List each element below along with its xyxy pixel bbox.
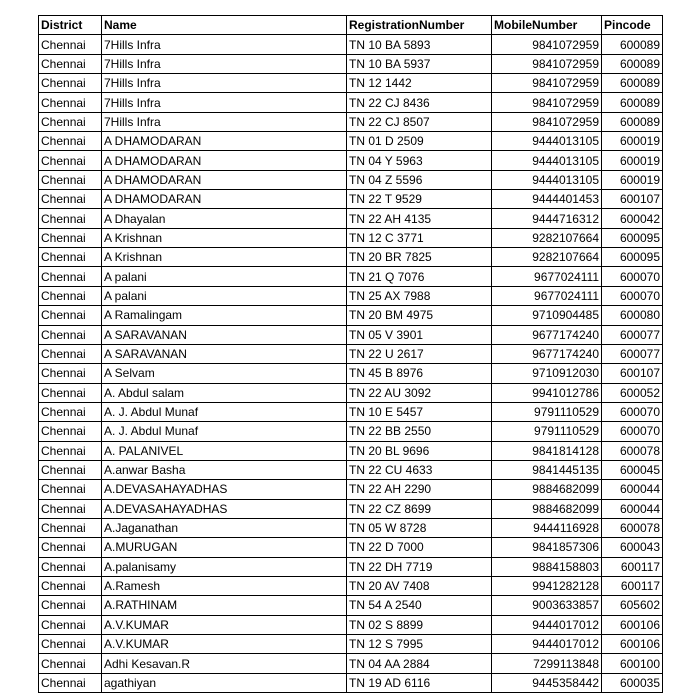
table-row bbox=[39, 151, 663, 170]
table-row bbox=[39, 306, 663, 325]
pincode-cell: 600089 bbox=[602, 93, 663, 112]
name-cell: 7Hills Infra bbox=[102, 93, 347, 112]
district-cell: Chennai bbox=[39, 74, 102, 93]
district-cell: Chennai bbox=[39, 286, 102, 305]
mobile-number-cell: 9884158803 bbox=[492, 557, 602, 576]
mobile-number-cell: 9841072959 bbox=[492, 93, 602, 112]
pincode-cell: 600019 bbox=[602, 132, 663, 151]
pincode-cell: 600095 bbox=[602, 248, 663, 267]
mobile-number-cell: 9444013105 bbox=[492, 170, 602, 189]
table-row bbox=[39, 190, 663, 209]
name-cell: A.V.KUMAR bbox=[102, 615, 347, 634]
district-cell: Chennai bbox=[39, 35, 102, 54]
table-row bbox=[39, 325, 663, 344]
district-cell: Chennai bbox=[39, 344, 102, 363]
district-cell: Chennai bbox=[39, 112, 102, 131]
registration-number-cell: TN 20 AV 7408 bbox=[347, 576, 492, 595]
mobile-number-cell: 9841445135 bbox=[492, 460, 602, 479]
table-row bbox=[39, 112, 663, 131]
pincode-cell: 600035 bbox=[602, 673, 663, 692]
pincode-cell: 600106 bbox=[602, 635, 663, 654]
name-cell: A.Jaganathan bbox=[102, 518, 347, 537]
registration-number-cell: TN 05 W 8728 bbox=[347, 518, 492, 537]
pincode-cell: 605602 bbox=[602, 596, 663, 615]
mobile-number-cell: 9444401453 bbox=[492, 190, 602, 209]
mobile-number-cell: 9791110529 bbox=[492, 422, 602, 441]
mobile-number-cell: 9841072959 bbox=[492, 35, 602, 54]
pincode-cell: 600117 bbox=[602, 576, 663, 595]
district-cell: Chennai bbox=[39, 267, 102, 286]
mobile-number-cell: 9444716312 bbox=[492, 209, 602, 228]
mobile-number-cell: 7299113848 bbox=[492, 654, 602, 673]
mobile-number-cell: 9884682099 bbox=[492, 480, 602, 499]
table-row bbox=[39, 170, 663, 189]
pincode-cell: 600089 bbox=[602, 74, 663, 93]
pincode-cell: 600019 bbox=[602, 170, 663, 189]
table-row bbox=[39, 267, 663, 286]
district-cell: Chennai bbox=[39, 654, 102, 673]
table-row bbox=[39, 615, 663, 634]
table-row bbox=[39, 460, 663, 479]
pincode-cell: 600117 bbox=[602, 557, 663, 576]
pincode-cell: 600077 bbox=[602, 344, 663, 363]
header-district: District bbox=[39, 16, 102, 35]
name-cell: A.MURUGAN bbox=[102, 538, 347, 557]
name-cell: A. J. Abdul Munaf bbox=[102, 422, 347, 441]
registration-number-cell: TN 22 T 9529 bbox=[347, 190, 492, 209]
district-cell: Chennai bbox=[39, 248, 102, 267]
pincode-cell: 600089 bbox=[602, 35, 663, 54]
registration-number-cell: TN 10 BA 5893 bbox=[347, 35, 492, 54]
pincode-cell: 600070 bbox=[602, 267, 663, 286]
mobile-number-cell: 9445358442 bbox=[492, 673, 602, 692]
district-cell: Chennai bbox=[39, 422, 102, 441]
name-cell: A DHAMODARAN bbox=[102, 190, 347, 209]
mobile-number-cell: 9710912030 bbox=[492, 364, 602, 383]
mobile-number-cell: 9677024111 bbox=[492, 267, 602, 286]
name-cell: A. PALANIVEL bbox=[102, 441, 347, 460]
registration-number-cell: TN 19 AD 6116 bbox=[347, 673, 492, 692]
name-cell: 7Hills Infra bbox=[102, 74, 347, 93]
district-cell: Chennai bbox=[39, 364, 102, 383]
registration-number-cell: TN 22 AU 3092 bbox=[347, 383, 492, 402]
table-row bbox=[39, 538, 663, 557]
mobile-number-cell: 9941012786 bbox=[492, 383, 602, 402]
table-row bbox=[39, 74, 663, 93]
name-cell: A DHAMODARAN bbox=[102, 170, 347, 189]
name-cell: Adhi Kesavan.R bbox=[102, 654, 347, 673]
pincode-cell: 600052 bbox=[602, 383, 663, 402]
mobile-number-cell: 9444013105 bbox=[492, 132, 602, 151]
name-cell: A palani bbox=[102, 286, 347, 305]
registration-number-cell: TN 22 AH 2290 bbox=[347, 480, 492, 499]
name-cell: A.palanisamy bbox=[102, 557, 347, 576]
registration-number-cell: TN 54 A 2540 bbox=[347, 596, 492, 615]
pincode-cell: 600070 bbox=[602, 286, 663, 305]
name-cell: A palani bbox=[102, 267, 347, 286]
table-row bbox=[39, 132, 663, 151]
district-cell: Chennai bbox=[39, 480, 102, 499]
pincode-cell: 600042 bbox=[602, 209, 663, 228]
table-row bbox=[39, 209, 663, 228]
registration-number-cell: TN 04 Z 5596 bbox=[347, 170, 492, 189]
table-row bbox=[39, 441, 663, 460]
name-cell: A Ramalingam bbox=[102, 306, 347, 325]
mobile-number-cell: 9677024111 bbox=[492, 286, 602, 305]
district-cell: Chennai bbox=[39, 538, 102, 557]
district-cell: Chennai bbox=[39, 615, 102, 634]
name-cell: 7Hills Infra bbox=[102, 112, 347, 131]
district-cell: Chennai bbox=[39, 460, 102, 479]
pincode-cell: 600077 bbox=[602, 325, 663, 344]
header-row bbox=[39, 16, 663, 35]
district-cell: Chennai bbox=[39, 306, 102, 325]
table-row bbox=[39, 248, 663, 267]
table-row bbox=[39, 518, 663, 537]
registration-number-cell: TN 12 1442 bbox=[347, 74, 492, 93]
mobile-number-cell: 9884682099 bbox=[492, 499, 602, 518]
pincode-cell: 600089 bbox=[602, 112, 663, 131]
registration-number-cell: TN 12 S 7995 bbox=[347, 635, 492, 654]
name-cell: A.DEVASAHAYADHAS bbox=[102, 499, 347, 518]
pincode-cell: 600045 bbox=[602, 460, 663, 479]
mobile-number-cell: 9710904485 bbox=[492, 306, 602, 325]
name-cell: A SARAVANAN bbox=[102, 325, 347, 344]
pincode-cell: 600044 bbox=[602, 499, 663, 518]
pincode-cell: 600089 bbox=[602, 54, 663, 73]
pincode-cell: 600043 bbox=[602, 538, 663, 557]
registration-number-cell: TN 22 CZ 8699 bbox=[347, 499, 492, 518]
mobile-number-cell: 9941282128 bbox=[492, 576, 602, 595]
pincode-cell: 600078 bbox=[602, 441, 663, 460]
registration-number-cell: TN 10 BA 5937 bbox=[347, 54, 492, 73]
pincode-cell: 600106 bbox=[602, 615, 663, 634]
name-cell: agathiyan bbox=[102, 673, 347, 692]
registration-number-cell: TN 22 CU 4633 bbox=[347, 460, 492, 479]
table-row bbox=[39, 383, 663, 402]
table-body bbox=[39, 35, 663, 693]
table-row bbox=[39, 557, 663, 576]
district-cell: Chennai bbox=[39, 93, 102, 112]
name-cell: A.Ramesh bbox=[102, 576, 347, 595]
table-row bbox=[39, 422, 663, 441]
district-cell: Chennai bbox=[39, 441, 102, 460]
registration-number-cell: TN 22 CJ 8436 bbox=[347, 93, 492, 112]
district-cell: Chennai bbox=[39, 635, 102, 654]
name-cell: A.DEVASAHAYADHAS bbox=[102, 480, 347, 499]
district-cell: Chennai bbox=[39, 402, 102, 421]
registration-number-cell: TN 20 BM 4975 bbox=[347, 306, 492, 325]
table-row bbox=[39, 654, 663, 673]
name-cell: A Krishnan bbox=[102, 248, 347, 267]
pincode-cell: 600100 bbox=[602, 654, 663, 673]
name-cell: A.RATHINAM bbox=[102, 596, 347, 615]
header-name: Name bbox=[102, 16, 347, 35]
district-cell: Chennai bbox=[39, 325, 102, 344]
district-cell: Chennai bbox=[39, 499, 102, 518]
name-cell: 7Hills Infra bbox=[102, 35, 347, 54]
pincode-cell: 600107 bbox=[602, 190, 663, 209]
mobile-number-cell: 9841857306 bbox=[492, 538, 602, 557]
pincode-cell: 600095 bbox=[602, 228, 663, 247]
district-cell: Chennai bbox=[39, 576, 102, 595]
registration-number-cell: TN 05 V 3901 bbox=[347, 325, 492, 344]
mobile-number-cell: 9444013105 bbox=[492, 151, 602, 170]
mobile-number-cell: 9841072959 bbox=[492, 54, 602, 73]
registration-number-cell: TN 20 BR 7825 bbox=[347, 248, 492, 267]
mobile-number-cell: 9003633857 bbox=[492, 596, 602, 615]
table-row bbox=[39, 499, 663, 518]
pincode-cell: 600019 bbox=[602, 151, 663, 170]
registration-number-cell: TN 45 B 8976 bbox=[347, 364, 492, 383]
district-cell: Chennai bbox=[39, 190, 102, 209]
mobile-number-cell: 9282107664 bbox=[492, 228, 602, 247]
table-row bbox=[39, 635, 663, 654]
name-cell: A. Abdul salam bbox=[102, 383, 347, 402]
mobile-number-cell: 9791110529 bbox=[492, 402, 602, 421]
name-cell: A Selvam bbox=[102, 364, 347, 383]
mobile-number-cell: 9444116928 bbox=[492, 518, 602, 537]
pincode-cell: 600080 bbox=[602, 306, 663, 325]
pincode-cell: 600044 bbox=[602, 480, 663, 499]
district-cell: Chennai bbox=[39, 228, 102, 247]
registration-number-cell: TN 22 AH 4135 bbox=[347, 209, 492, 228]
district-cell: Chennai bbox=[39, 383, 102, 402]
name-cell: 7Hills Infra bbox=[102, 54, 347, 73]
mobile-number-cell: 9444017012 bbox=[492, 635, 602, 654]
district-cell: Chennai bbox=[39, 151, 102, 170]
registration-number-cell: TN 22 DH 7719 bbox=[347, 557, 492, 576]
mobile-number-cell: 9841814128 bbox=[492, 441, 602, 460]
table-row bbox=[39, 364, 663, 383]
district-cell: Chennai bbox=[39, 518, 102, 537]
pincode-cell: 600070 bbox=[602, 402, 663, 421]
table-row bbox=[39, 344, 663, 363]
mobile-number-cell: 9444017012 bbox=[492, 615, 602, 634]
registration-number-cell: TN 04 Y 5963 bbox=[347, 151, 492, 170]
registration-number-cell: TN 12 C 3771 bbox=[347, 228, 492, 247]
mobile-number-cell: 9841072959 bbox=[492, 112, 602, 131]
table-row bbox=[39, 402, 663, 421]
registration-number-cell: TN 20 BL 9696 bbox=[347, 441, 492, 460]
registration-number-cell: TN 22 BB 2550 bbox=[347, 422, 492, 441]
table-row bbox=[39, 596, 663, 615]
district-cell: Chennai bbox=[39, 673, 102, 692]
table-row bbox=[39, 228, 663, 247]
district-cell: Chennai bbox=[39, 170, 102, 189]
name-cell: A.V.KUMAR bbox=[102, 635, 347, 654]
registration-number-cell: TN 02 S 8899 bbox=[347, 615, 492, 634]
pincode-cell: 600078 bbox=[602, 518, 663, 537]
header-registration-number: RegistrationNumber bbox=[347, 16, 492, 35]
pincode-cell: 600070 bbox=[602, 422, 663, 441]
registration-number-cell: TN 21 Q 7076 bbox=[347, 267, 492, 286]
table-row bbox=[39, 673, 663, 692]
table-row bbox=[39, 576, 663, 595]
header-mobile-number: MobileNumber bbox=[492, 16, 602, 35]
mobile-number-cell: 9677174240 bbox=[492, 325, 602, 344]
header-pincode: Pincode bbox=[602, 16, 663, 35]
registration-number-cell: TN 25 AX 7988 bbox=[347, 286, 492, 305]
name-cell: A SARAVANAN bbox=[102, 344, 347, 363]
mobile-number-cell: 9677174240 bbox=[492, 344, 602, 363]
name-cell: A. J. Abdul Munaf bbox=[102, 402, 347, 421]
pincode-cell: 600107 bbox=[602, 364, 663, 383]
table-row bbox=[39, 93, 663, 112]
name-cell: A DHAMODARAN bbox=[102, 132, 347, 151]
name-cell: A DHAMODARAN bbox=[102, 151, 347, 170]
district-cell: Chennai bbox=[39, 54, 102, 73]
table-row bbox=[39, 286, 663, 305]
registration-number-cell: TN 10 E 5457 bbox=[347, 402, 492, 421]
mobile-number-cell: 9282107664 bbox=[492, 248, 602, 267]
district-cell: Chennai bbox=[39, 557, 102, 576]
table-row bbox=[39, 54, 663, 73]
registration-number-cell: TN 22 CJ 8507 bbox=[347, 112, 492, 131]
registration-number-cell: TN 22 U 2617 bbox=[347, 344, 492, 363]
registration-number-cell: TN 04 AA 2884 bbox=[347, 654, 492, 673]
registration-table bbox=[38, 15, 663, 693]
district-cell: Chennai bbox=[39, 209, 102, 228]
name-cell: A.anwar Basha bbox=[102, 460, 347, 479]
district-cell: Chennai bbox=[39, 132, 102, 151]
name-cell: A Dhayalan bbox=[102, 209, 347, 228]
table-row bbox=[39, 35, 663, 54]
registration-number-cell: TN 22 D 7000 bbox=[347, 538, 492, 557]
name-cell: A Krishnan bbox=[102, 228, 347, 247]
district-cell: Chennai bbox=[39, 596, 102, 615]
table-row bbox=[39, 480, 663, 499]
registration-number-cell: TN 01 D 2509 bbox=[347, 132, 492, 151]
mobile-number-cell: 9841072959 bbox=[492, 74, 602, 93]
